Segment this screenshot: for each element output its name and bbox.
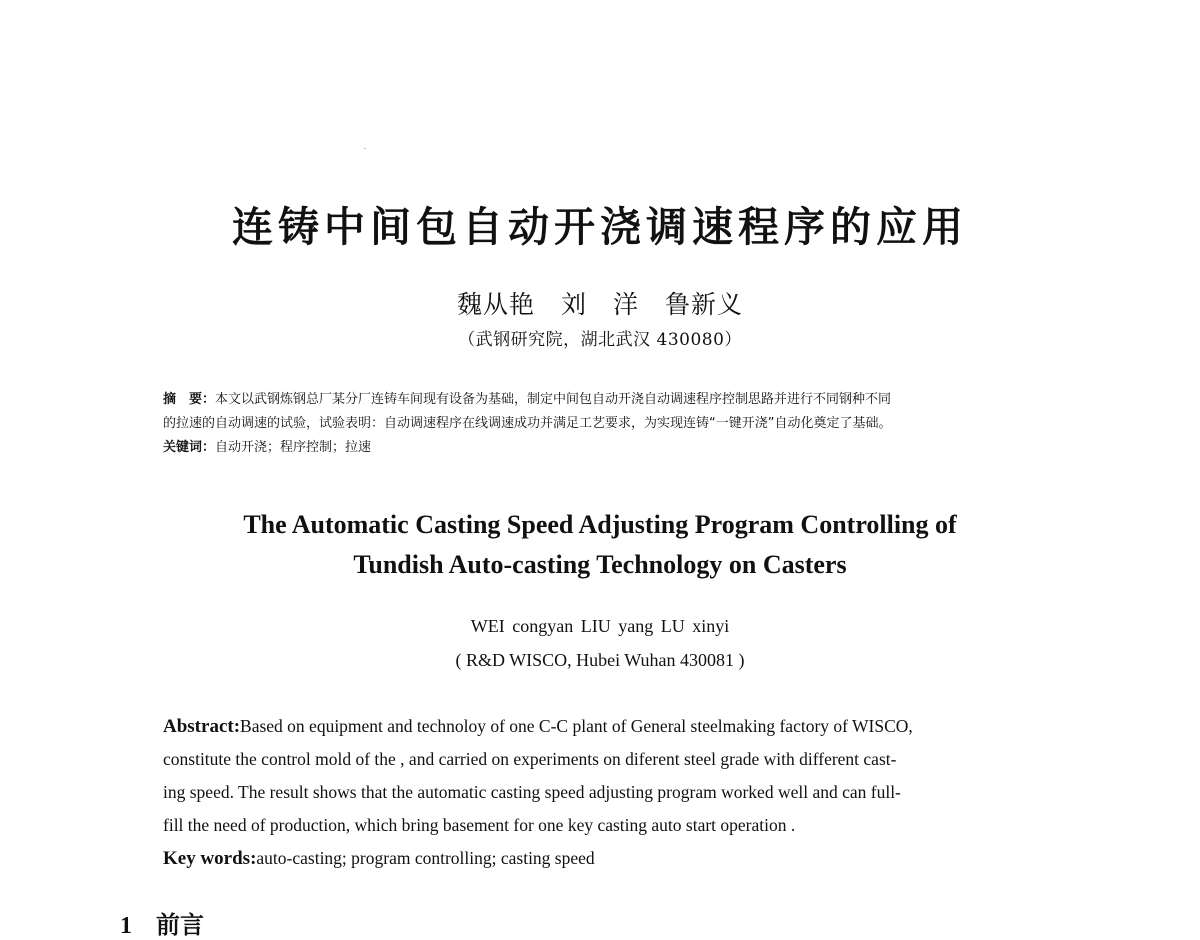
chinese-keywords (163, 436, 1063, 460)
english-abstract-line-2: constitute the control mold of the , and carried on experiments on diferent steel grade with different cast- (163, 749, 897, 769)
english-title-line-1: The Automatic Casting Speed Adjusting Program Controlling of (243, 510, 957, 539)
chinese-abstract-block (163, 388, 1063, 460)
chinese-abstract-label: 摘 要： (163, 392, 216, 407)
english-keywords-label: Key words (163, 848, 251, 869)
chinese-affiliation: （武钢研究院，湖北武汉 430080） (458, 330, 742, 350)
chinese-abstract-text-1: 本文以武钢炼钢总厂某分厂连铸车间现有设备为基础，制定中间包自动开浇自动调速程序控制思路并进行不同钢种不同 (215, 392, 892, 407)
chinese-authors: 魏从艳 刘 洋 鲁新义 (456, 290, 743, 319)
chinese-title: 连铸中间包自动开浇调速程序的应用 (232, 203, 968, 251)
section-title: 前言 (156, 911, 204, 939)
english-title (0, 505, 1200, 585)
english-affiliation: ( R&D WISCO, Hubei Wuhan 430081 ) (455, 650, 745, 670)
english-abstract-label: Abstract (163, 716, 234, 737)
chinese-abstract-line-2 (163, 412, 1063, 436)
english-abstract-line-4: fill the need of production, which bring basement for one key casting auto start operation . (163, 815, 796, 835)
english-keywords (163, 842, 1063, 875)
chinese-keywords-label: 关键词： (163, 440, 216, 455)
english-keywords-text: auto-casting; program controlling; casting speed (256, 848, 595, 868)
chinese-keywords-text: 自动开浇；程序控制；拉速 (215, 440, 372, 455)
chinese-abstract-line-1 (163, 388, 1063, 412)
english-abstract-line-1 (163, 710, 1063, 743)
english-title-line-2: Tundish Auto-casting Technology on Casters (353, 550, 847, 579)
english-abstract-line-3: ing speed. The result shows that the automatic casting speed adjusting program worked well and can full- (163, 782, 901, 802)
english-keywords-separator: : (250, 848, 257, 869)
chinese-abstract-text-2: 的拉速的自动调速的试验，试验表明：自动调速程序在线调速成功并满足工艺要求，为实现连铸“一键开浇”自动化奠定了基础。 (163, 416, 892, 431)
english-abstract-block (163, 710, 1063, 875)
english-abstract-separator: : (233, 716, 241, 737)
english-authors: WEI congyan LIU yang LU xinyi (470, 616, 730, 636)
english-abstract-text-1: Based on equipment and technoloy of one C-C plant of General steelmaking factory of WISCO, (240, 716, 913, 736)
section-number: 1 (120, 913, 132, 939)
scan-speck (364, 148, 366, 149)
